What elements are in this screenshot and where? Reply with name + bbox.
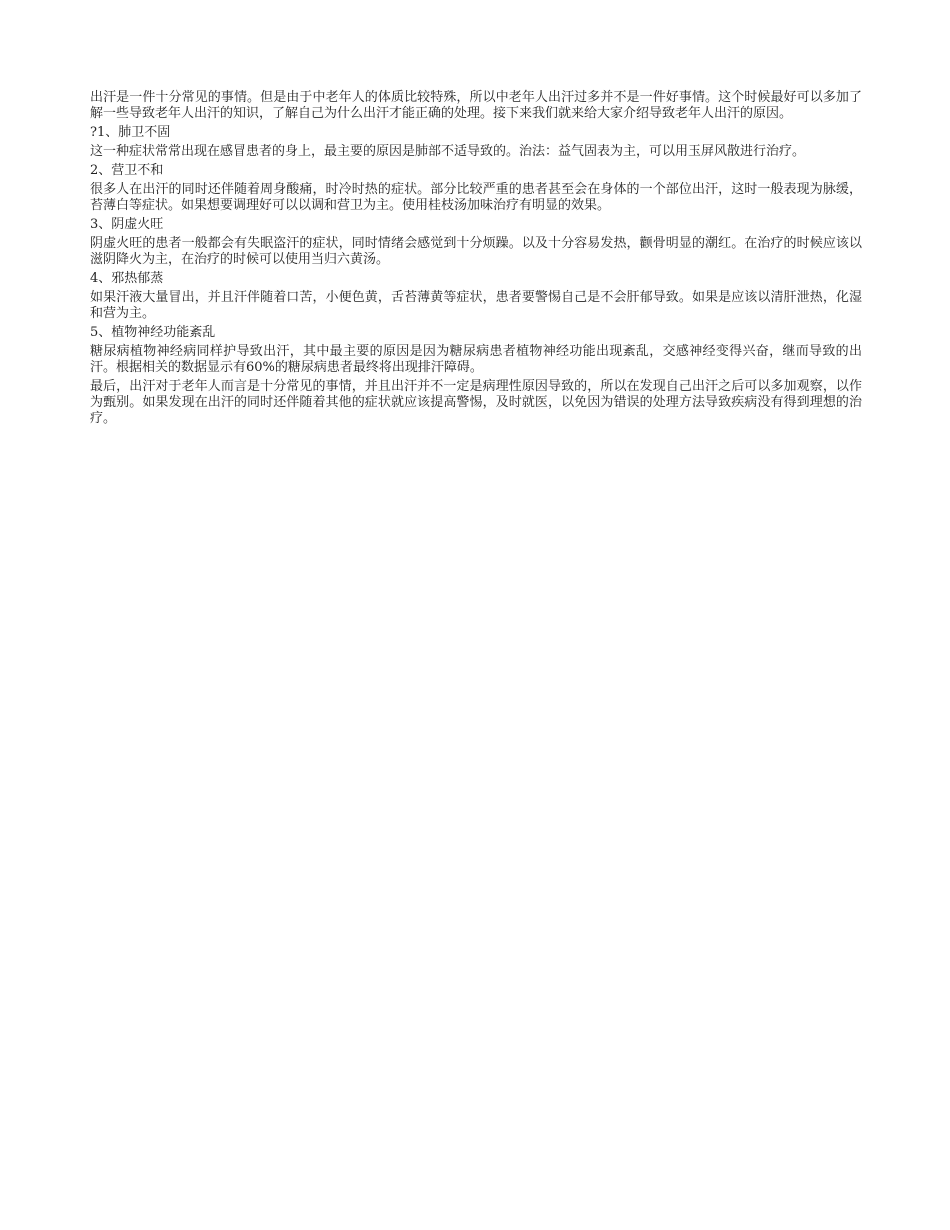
article — [90, 90, 862, 430]
section-body-xiere: 如果汗液大量冒出，并且汗伴随着口苦，小便色黄，舌苔薄黄等症状，患者要警惕自己是不会肝郁导致。如果是应该以清肝泄热，化湿和营为主。 — [90, 290, 862, 321]
section-heading-yinxu: 3、阴虚火旺 — [90, 217, 164, 232]
section-heading-yingwei: 2、营卫不和 — [90, 163, 164, 178]
section-heading-nerve: 5、植物神经功能紊乱 — [90, 325, 216, 340]
section-heading-xiere: 4、邪热郁蒸 — [90, 271, 164, 286]
section-body-yinxu: 阴虚火旺的患者一般都会有失眠盗汗的症状，同时情绪会感觉到十分烦躁。以及十分容易发热，颧骨明显的潮红。在治疗的时候应该以滋阴降火为主，在治疗的时候可以使用当归六黄汤。 — [90, 236, 862, 267]
section-heading-lung: ?1、肺卫不固 — [90, 125, 171, 140]
intro-paragraph: 出汗是一件十分常见的事情。但是由于中老年人的体质比较特殊，所以中老年人出汗过多并不是一件好事情。这个时候最好可以多加了解一些导致老年人出汗的知识，了解自己为什么出汗才能正确的处理。接下来我们就来给大家介绍导致老年人出汗的原因。 — [90, 90, 862, 121]
section-body-yingwei: 很多人在出汗的同时还伴随着周身酸痛，时冷时热的症状。部分比较严重的患者甚至会在身体的一个部位出汗，这时一般表现为脉缓，苔薄白等症状。如果想要调理好可以以调和营卫为主。使用桂枝汤加味治疗有明显的效果。 — [90, 182, 862, 213]
section-body-lung: 这一种症状常常出现在感冒患者的身上，最主要的原因是肺部不适导致的。治法：益气固表为主，可以用玉屏风散进行治疗。 — [90, 144, 806, 159]
section-body-nerve: 糖尿病植物神经病同样护导致出汗，其中最主要的原因是因为糖尿病患者植物神经功能出现紊乱，交感神经变得兴奋，继而导致的出汗。根据相关的数据显示有60%的糖尿病患者最终将出现排汗障碍。 — [90, 344, 862, 375]
conclusion-paragraph: 最后，出汗对于老年人而言是十分常见的事情，并且出汗并不一定是病理性原因导致的，所以在发现自己出汗之后可以多加观察，以作为甄别。如果发现在出汗的同时还伴随着其他的症状就应该提高警惕，及时就医，以免因为错误的处理方法导致疾病没有得到理想的治疗。 — [90, 379, 862, 426]
